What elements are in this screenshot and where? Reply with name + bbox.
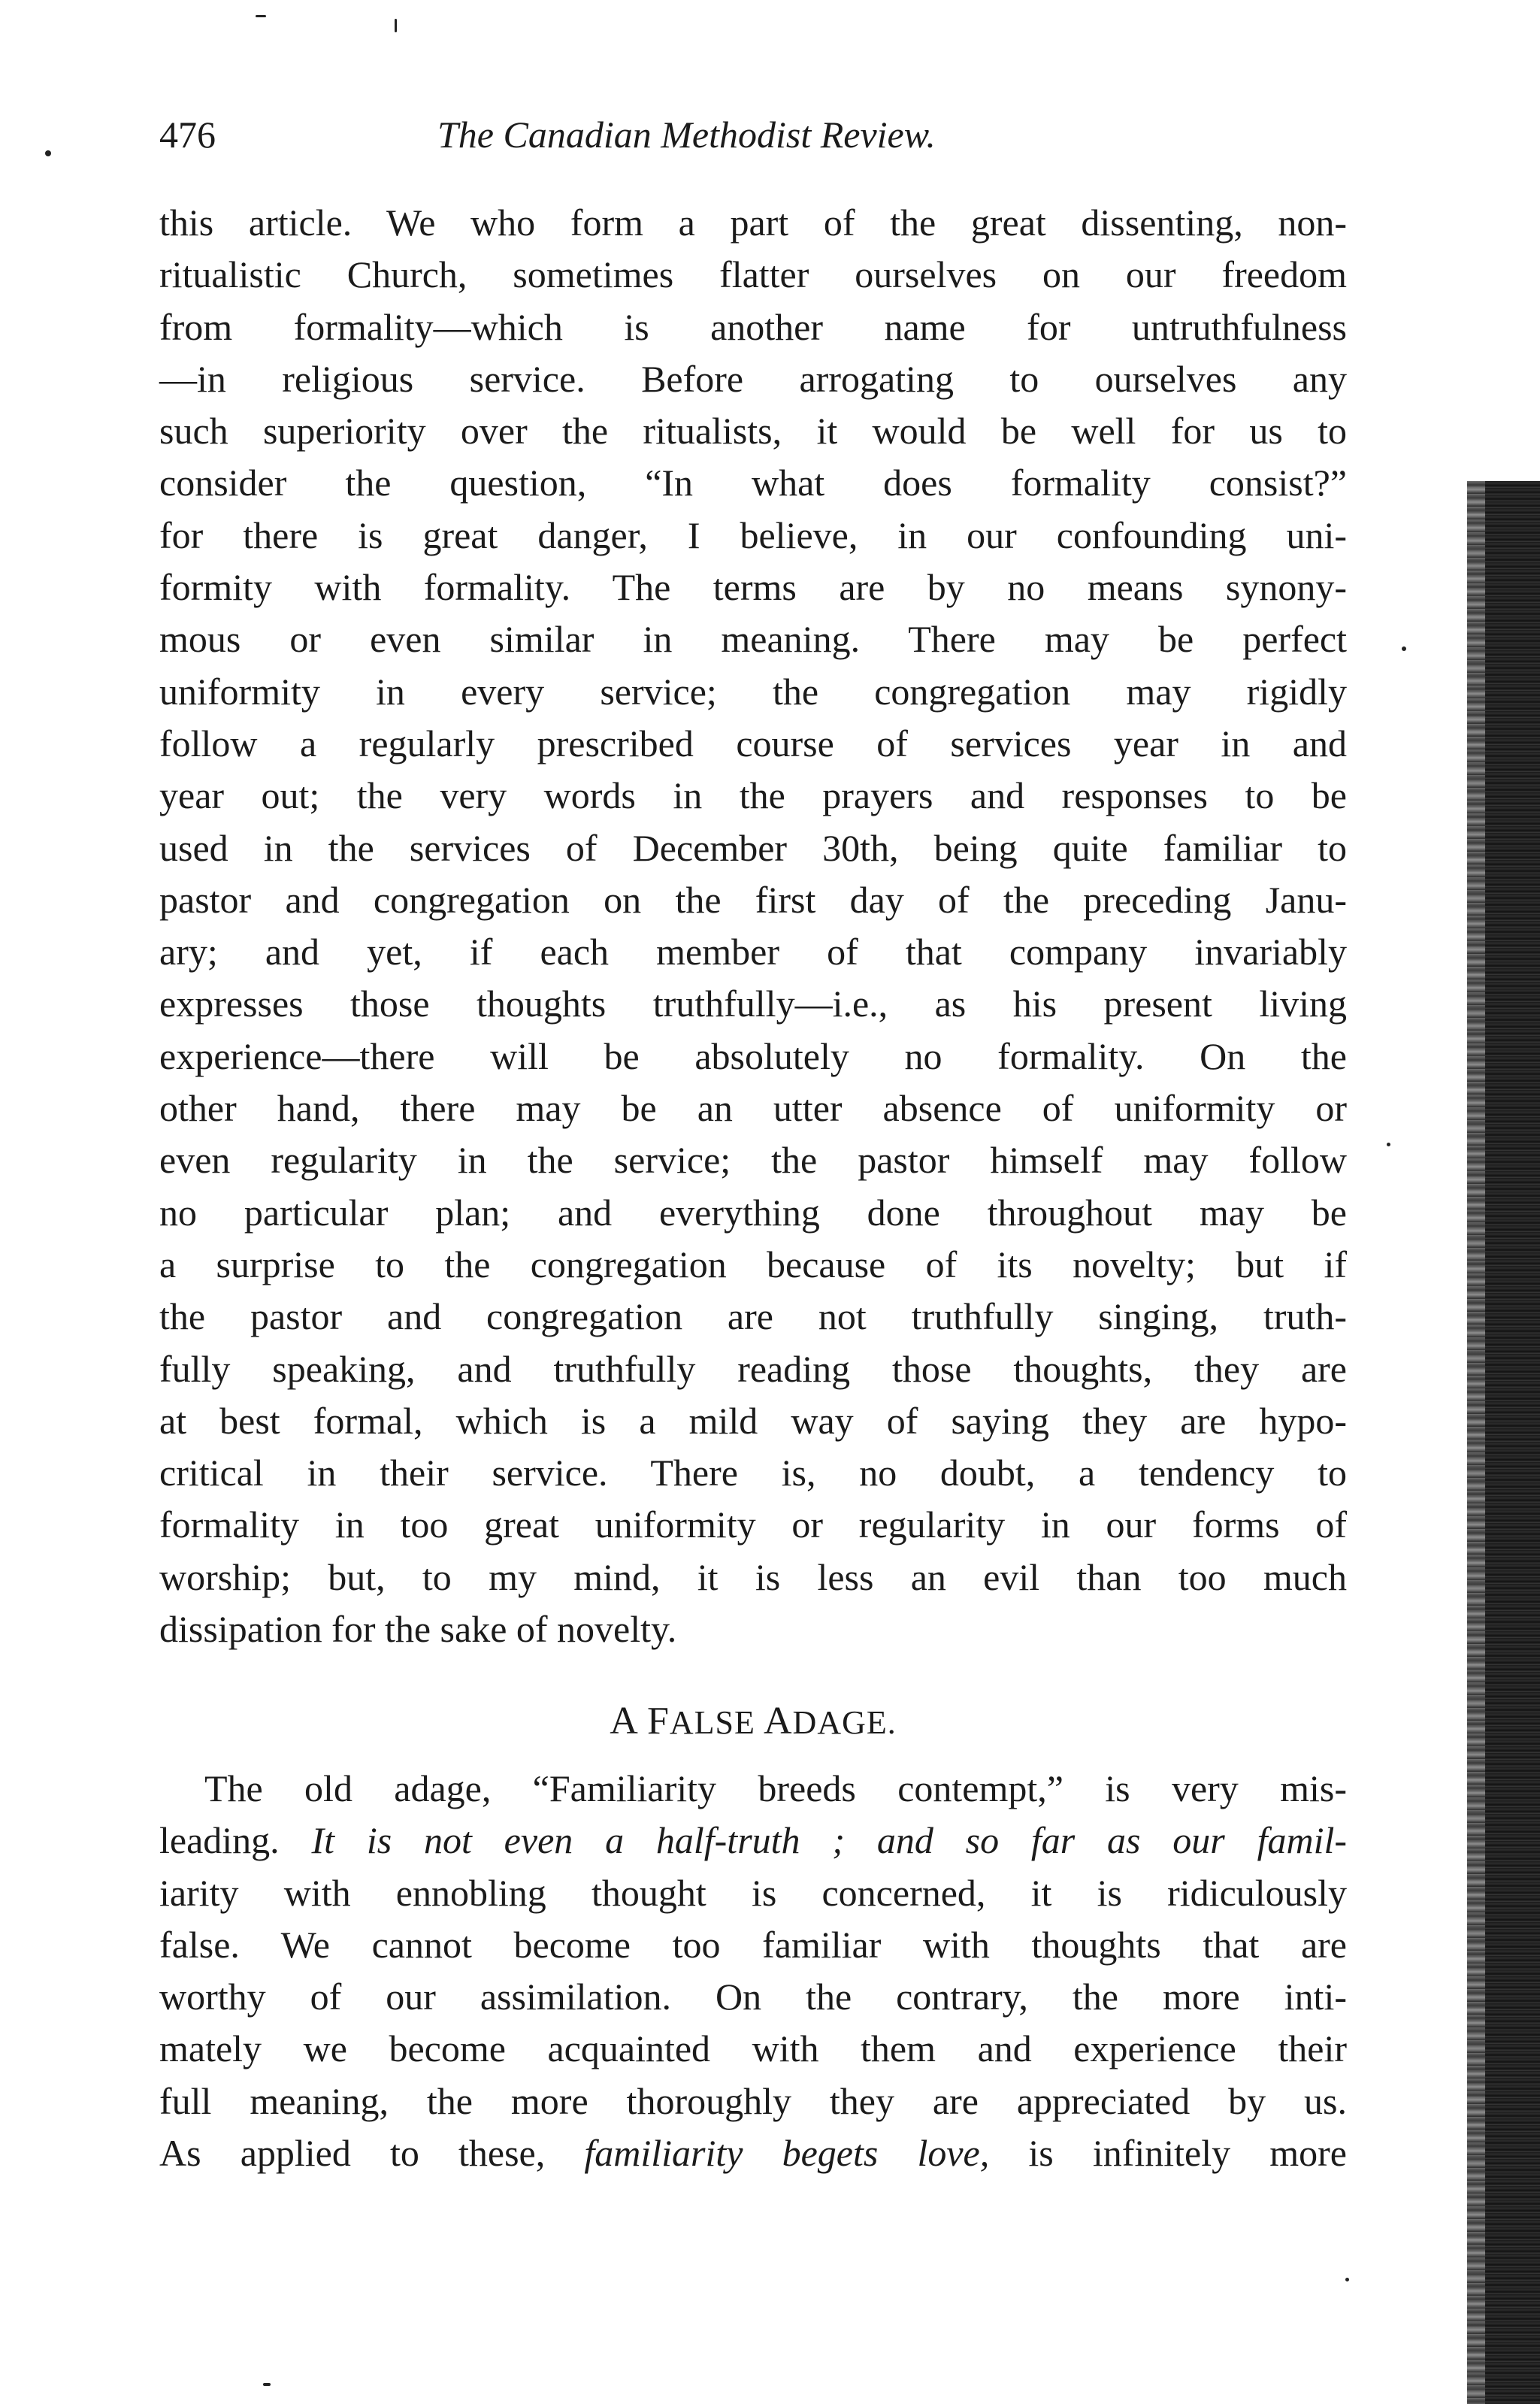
text-line: leading. It is not even a half-truth ; and so far as our famil- [159,1819,1348,1862]
text-line: at best formal, which is a mild way of saying they are hypo- [159,1399,1347,1442]
book-edge-shadow [1467,481,1540,2404]
text-line: fully speaking, and truthfully reading those thoughts, they are [159,1347,1347,1390]
paragraph-formality [159,197,1347,1655]
scan-speck [256,15,266,17]
scan-speck [45,150,51,156]
scan-speck [1402,646,1406,651]
text-line: worthy of our assimilation. On the contrary, the more inti- [159,1976,1347,2018]
text-line: used in the services of December 30th, being quite familiar to [159,826,1347,869]
text-line: experience—there will be absolutely no formality. On the [159,1034,1347,1077]
text-line: uniformity in every service; the congregation may rigidly [159,670,1347,713]
text-line: ary; and yet, if each member of that company invariably [159,931,1347,973]
text-line: full meaning, the more thoroughly they are appreciated by us. [159,2079,1347,2122]
section-heading: A FALSE ADAGE. [610,1700,897,1742]
text-line: formity with formality. The terms are by no means synony- [159,566,1347,609]
scan-speck [1345,2278,1349,2281]
text-line: expresses those thoughts truthfully—i.e., as his present living [159,982,1347,1025]
text-line: the pastor and congregation are not truthfully singing, truth- [159,1295,1347,1338]
text-line: consider the question, “In what does formality consist?” [159,462,1347,504]
text-line: even regularity in the service; the pastor himself may follow [159,1139,1347,1182]
text-line: such superiority over the ritualists, it would be well for us to [159,410,1347,453]
text-line: for there is great danger, I believe, in our confounding uni- [159,513,1347,556]
text-line: worship; but, to my mind, it is less an evil than too much [159,1555,1347,1598]
scan-speck [395,19,397,32]
scan-speck [263,2383,271,2386]
text-line: critical in their service. There is, no doubt, a tendency to [159,1452,1347,1494]
text-line: no particular plan; and everything done throughout may be [159,1191,1347,1234]
text-line: pastor and congregation on the first day of the preceding Janu- [159,878,1347,921]
text-line: this article. We who form a part of the great dissenting, non- [159,201,1347,244]
paragraph-false-adage [159,1763,1347,2179]
text-line: from formality—which is another name for untruthfulness [159,305,1347,348]
text-line: —in religious service. Before arrogating to ourselves any [159,357,1347,400]
text-line: mately we become acquainted with them and experience their [159,2027,1347,2070]
text-line: year out; the very words in the prayers and responses to be [159,774,1347,817]
text-line: follow a regularly prescribed course of services year in and [159,722,1347,764]
text-line: false. We cannot become too familiar with thoughts that are [159,1923,1347,1966]
text-line: ritualistic Church, sometimes flatter ourselves on our freedom [159,253,1347,296]
text-line: dissipation for the sake of novelty. [159,1608,677,1651]
text-line: mous or even similar in meaning. There may be perfect [159,618,1347,661]
page-number: 476 [159,114,216,156]
text-line: a surprise to the congregation because of its novelty; but if [159,1243,1347,1285]
page-header [159,113,1347,165]
text-line: other hand, there may be an utter absence of uniformity or [159,1087,1347,1130]
text-line: The old adage, “Familiarity breeds contempt,” is very mis- [204,1767,1347,1809]
text-line: iarity with ennobling thought is concerned, it is ridiculously [159,1871,1347,1914]
text-line: As applied to these, familiarity begets love, is infinitely more [159,2132,1347,2175]
running-title: The Canadian Methodist Review. [437,114,936,156]
text-line: formality in too great uniformity or regularity in our forms of [159,1503,1347,1546]
scan-speck [1387,1143,1390,1146]
